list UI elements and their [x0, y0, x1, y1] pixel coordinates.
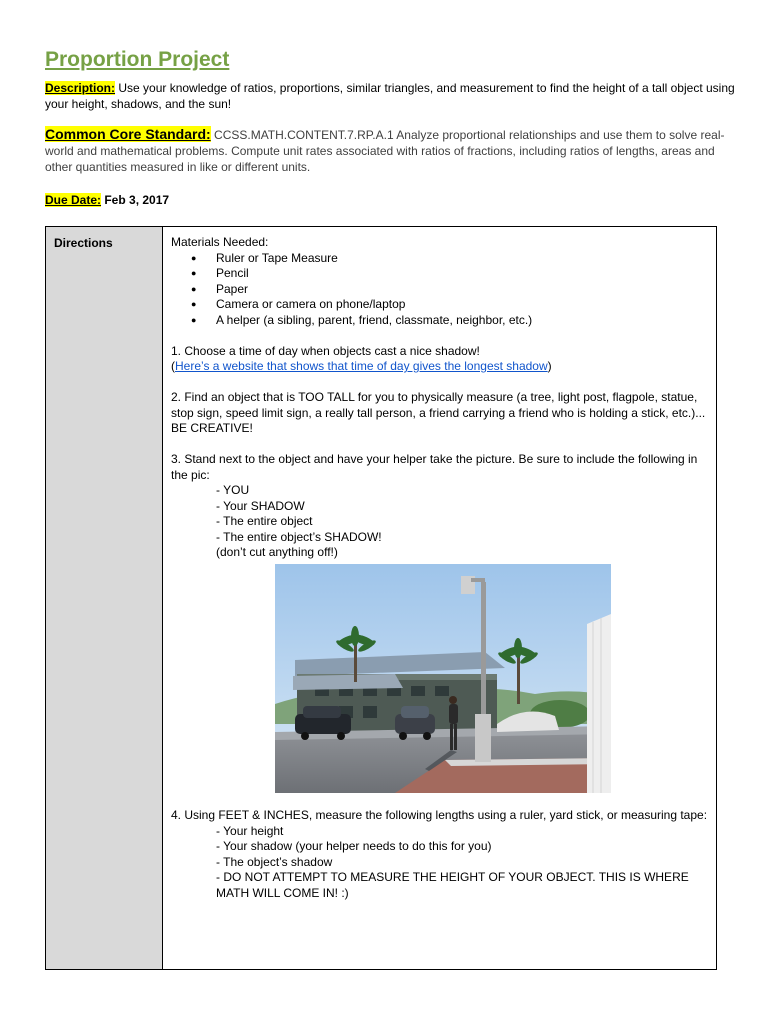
- step-3-text: 3. Stand next to the object and have your helper take the picture. Be sure to include the following in the pic:: [171, 452, 698, 482]
- paren-close: ): [547, 359, 552, 373]
- step-1-text: 1. Choose a time of day when objects cast a nice shadow!: [171, 343, 480, 358]
- directions-content-cell: [171, 235, 716, 901]
- directions-header-cell: [46, 227, 163, 969]
- step-4-item: - DO NOT ATTEMPT TO MEASURE THE HEIGHT OF YOUR OBJECT. THIS IS WHERE MATH WILL COME IN! :): [216, 870, 689, 900]
- step-3-item: (don’t cut anything off!): [216, 545, 338, 559]
- step-3-item: - YOU: [216, 483, 250, 497]
- standard-code: CCSS.MATH.CONTENT.7.RP.A.1: [210, 128, 394, 142]
- directions-header: Directions: [54, 236, 113, 250]
- standard-paragraph: [45, 126, 735, 175]
- due-date: [45, 192, 735, 208]
- standard-label: Common Core Standard:: [45, 126, 211, 142]
- materials-item: ● Pencil: [191, 266, 716, 282]
- paren-open: (: [171, 359, 175, 373]
- step-3-item: - The entire object: [216, 514, 313, 528]
- due-date-label: Due Date:: [45, 193, 102, 207]
- step-4-item: - Your height: [216, 823, 284, 838]
- example-photo: [275, 564, 611, 793]
- step-3-item: - Your SHADOW: [216, 498, 305, 513]
- longest-shadow-link[interactable]: Here’s a website that shows that time of day gives the longest shadow: [175, 359, 548, 373]
- step-3-item: - The entire object’s SHADOW!: [216, 529, 382, 544]
- standard-text: Analyze proportional relationships and use them to solve real-world and mathematical problems. Compute unit rates associated with ratios of fractions, including ratios of lengths, areas and other quantities measured in like or different units.: [45, 128, 725, 174]
- page-title: Proportion Project: [45, 48, 230, 71]
- description-label: Description:: [45, 81, 116, 95]
- step-1-link-line: [171, 359, 716, 375]
- materials-item: ● Paper: [191, 282, 716, 298]
- step-4-item: - Your shadow (your helper needs to do this for you): [216, 839, 492, 853]
- materials-item: ● Camera or camera on phone/laptop: [191, 297, 716, 313]
- materials-list: [171, 251, 716, 329]
- materials-item: ● A helper (a sibling, parent, friend, classmate, neighbor, etc.): [191, 313, 716, 329]
- step-2-text: 2. Find an object that is TOO TALL for you to physically measure (a tree, light post, flagpole, statue, stop sign, speed limit sign, a really tall person, a friend carrying a friend who is holding a stick, etc.)... BE CREATIVE!: [171, 390, 706, 435]
- description-text: Use your knowledge of ratios, proportions, similar triangles, and measurement to find the height of a tall object using your height, shadows, and the sun!: [45, 81, 735, 111]
- step-4-text: 4. Using FEET & INCHES, measure the following lengths using a ruler, yard stick, or measuring tape:: [171, 808, 708, 822]
- step-4-item: - The object’s shadow: [216, 854, 333, 869]
- materials-title: Materials Needed:: [171, 235, 269, 249]
- directions-table: [45, 226, 717, 970]
- due-date-value: Feb 3, 2017: [101, 193, 170, 207]
- materials-item: ● Ruler or Tape Measure: [191, 251, 716, 267]
- description-paragraph: [45, 80, 735, 112]
